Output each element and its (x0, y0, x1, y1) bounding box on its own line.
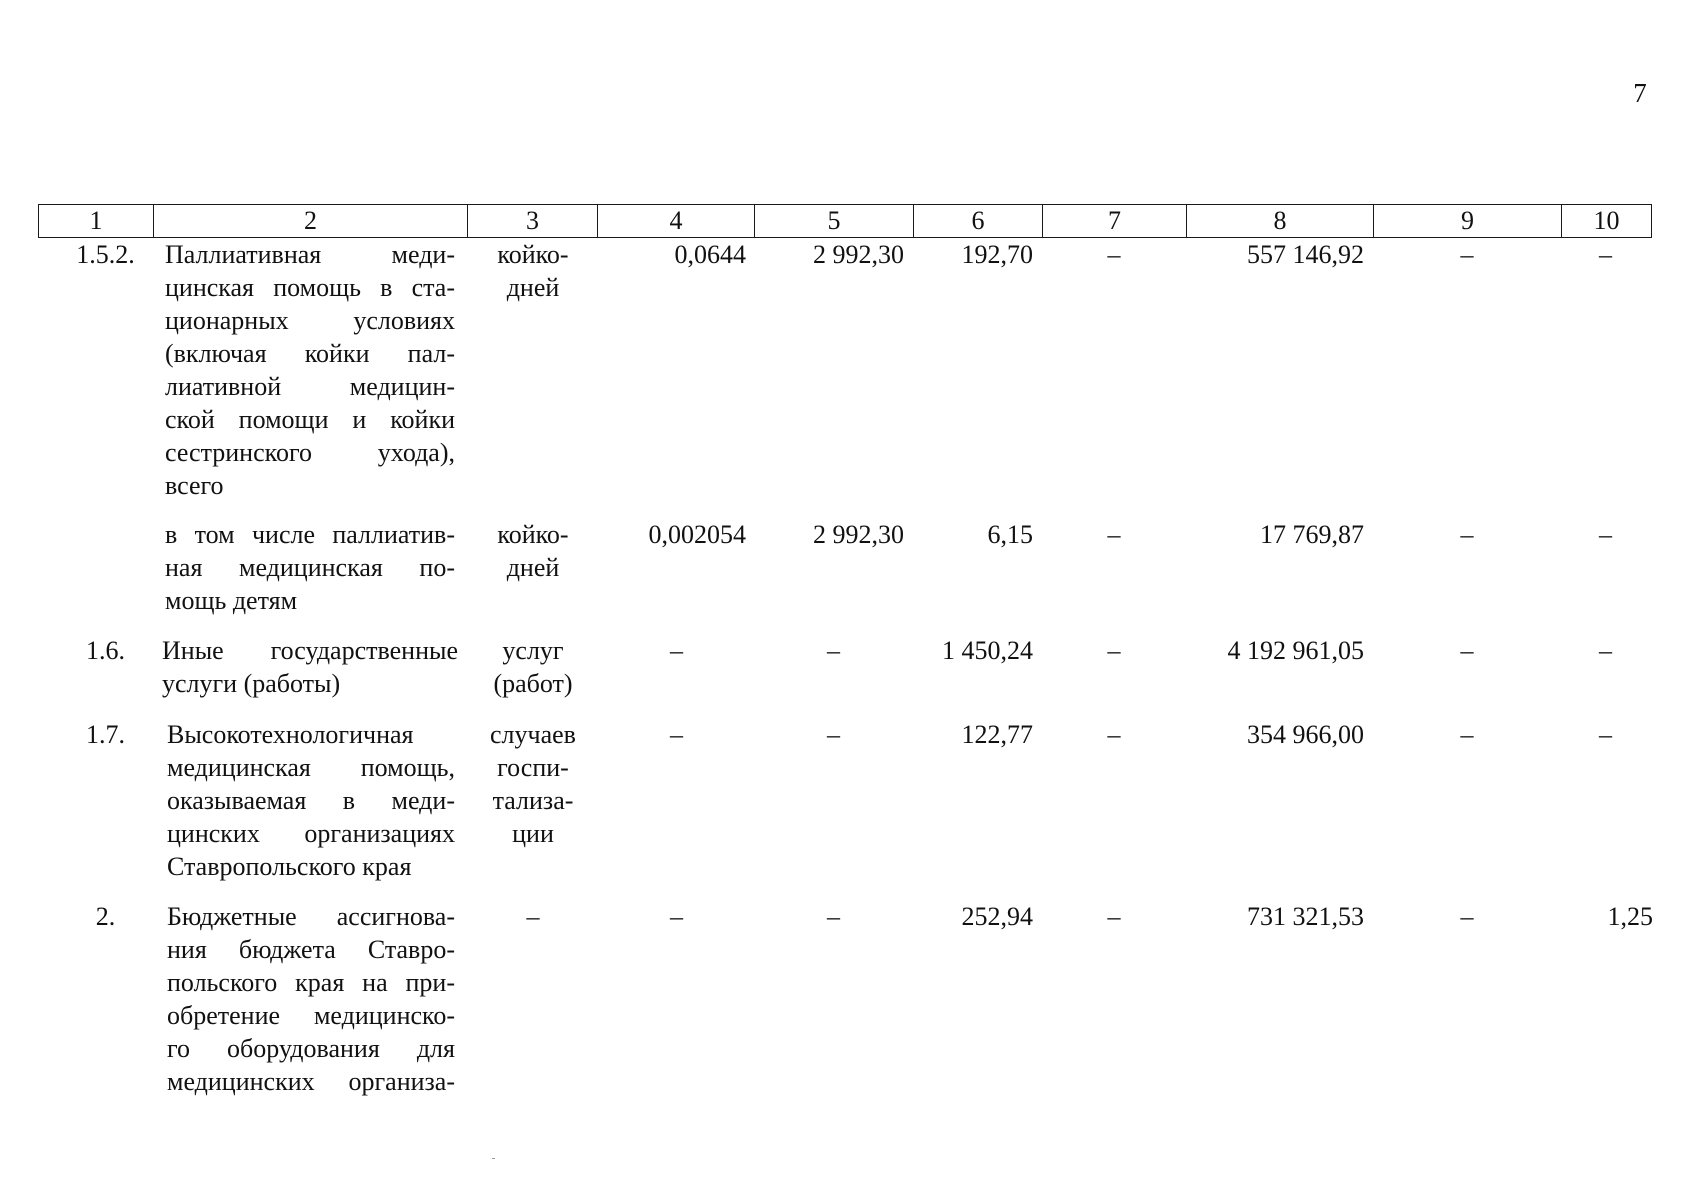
row-name-line: ционарных условиях (165, 306, 455, 335)
row-name-line: обретение медицинско- (167, 1001, 455, 1030)
row-value-col7: – (1107, 636, 1121, 665)
row-value-col8: 17 769,87 (1260, 520, 1364, 549)
row-name-line: Высокотехнологичная (167, 720, 414, 749)
row-value-col9: – (1460, 720, 1474, 749)
row-unit-line: дней (506, 553, 560, 582)
row-value-col8: 4 192 961,05 (1227, 636, 1364, 665)
column-header-6: 6 (914, 205, 1043, 237)
row-name-line: (включая койки пал- (165, 339, 455, 368)
row-unit-line: койко- (497, 520, 569, 549)
row-name (167, 718, 455, 883)
row-name-line: медицинская помощь, (167, 753, 455, 782)
row-unit (468, 900, 598, 933)
row-unit (468, 718, 598, 850)
row-value-col10: – (1599, 720, 1612, 749)
column-number-header-row (38, 204, 1652, 238)
row-value-col10: 1,25 (1607, 902, 1653, 931)
row-name-line: ской помощи и койки (165, 405, 455, 434)
row-unit-line: койко- (497, 240, 569, 269)
row-name-line: Ставропольского края (167, 852, 412, 881)
row-name-line: Бюджетные ассигнова- (167, 902, 455, 931)
row-unit-line: случаев (490, 720, 576, 749)
row-value-col6: 1 450,24 (942, 636, 1033, 665)
row-value-col5: 2 992,30 (813, 240, 904, 269)
row-value-col4: 0,002054 (648, 520, 746, 549)
row-name (167, 900, 455, 1098)
column-header-8: 8 (1187, 205, 1374, 237)
row-name-line: лиативной медицин- (165, 372, 455, 401)
row-name-line: цинских организациях (167, 819, 455, 848)
row-value-col8: 354 966,00 (1247, 720, 1364, 749)
row-unit-line: тализа- (492, 786, 574, 815)
row-value-col10: – (1599, 636, 1612, 665)
row-value-col9: – (1460, 520, 1474, 549)
row-name-line: ния бюджета Ставро- (167, 935, 455, 964)
column-header-9: 9 (1374, 205, 1562, 237)
row-value-col6: 6,15 (987, 520, 1033, 549)
row-value-col7: – (1107, 240, 1121, 269)
page-number: 7 (1633, 78, 1647, 108)
row-name-line: медицинских организа- (167, 1067, 455, 1096)
column-header-2: 2 (154, 205, 468, 237)
row-name-line: Паллиативная меди- (165, 240, 455, 269)
row-unit (468, 238, 598, 304)
row-unit-line: услуг (502, 636, 564, 665)
row-unit-line: ции (512, 819, 554, 848)
column-header-3: 3 (468, 205, 598, 237)
column-header-4: 4 (598, 205, 755, 237)
row-unit-line: госпи- (497, 753, 569, 782)
row-name-line: го оборудования для (167, 1034, 455, 1063)
column-header-7: 7 (1043, 205, 1187, 237)
row-value-col6: 252,94 (961, 902, 1033, 931)
column-header-1: 1 (39, 205, 154, 237)
row-number: 1.6. (86, 636, 125, 665)
row-name (165, 238, 455, 502)
row-value-col4: 0,0644 (674, 240, 746, 269)
row-name-line: оказываемая в меди- (167, 786, 455, 815)
row-unit (468, 518, 598, 584)
row-value-col5: 2 992,30 (813, 520, 904, 549)
row-value-col10: – (1599, 520, 1612, 549)
row-unit (468, 634, 598, 700)
row-name-line: мощь детям (165, 586, 298, 615)
row-name (162, 634, 458, 700)
row-value-col4: – (670, 720, 683, 749)
row-value-col7: – (1107, 520, 1121, 549)
row-value-col4: – (670, 902, 683, 931)
row-value-col8: 557 146,92 (1247, 240, 1364, 269)
row-value-col9: – (1460, 240, 1474, 269)
row-value-col8: 731 321,53 (1247, 902, 1364, 931)
row-number: 1.7. (86, 720, 125, 749)
row-unit-line: дней (506, 273, 560, 302)
row-name-line: услуги (работы) (162, 669, 341, 698)
row-name-line: Иные государственные (162, 636, 458, 665)
row-value-col6: 122,77 (961, 720, 1033, 749)
row-number: 1.5.2. (76, 240, 135, 269)
column-header-5: 5 (755, 205, 914, 237)
row-number: 2. (95, 902, 116, 931)
row-name-line: польского края на при- (167, 968, 455, 997)
row-name-line: всего (165, 471, 224, 500)
row-name (165, 518, 455, 617)
row-name-line: сестринского ухода), (165, 438, 455, 467)
row-value-col5: – (827, 720, 840, 749)
row-value-col9: – (1460, 902, 1474, 931)
row-unit-line: – (526, 902, 540, 931)
row-value-col5: – (827, 902, 840, 931)
column-header-10: 10 (1593, 206, 1620, 235)
row-value-col5: – (827, 636, 840, 665)
row-value-col10: – (1599, 240, 1612, 269)
row-name-line: цинская помощь в ста- (165, 273, 455, 302)
row-value-col7: – (1107, 720, 1121, 749)
scan-speck (492, 1158, 495, 1159)
row-value-col4: – (670, 636, 683, 665)
row-name-line: в том числе паллиатив- (165, 520, 455, 549)
row-value-col6: 192,70 (961, 240, 1033, 269)
row-value-col9: – (1460, 636, 1474, 665)
row-unit-line: (работ) (493, 669, 573, 698)
row-value-col7: – (1107, 902, 1121, 931)
row-name-line: ная медицинская по- (165, 553, 455, 582)
